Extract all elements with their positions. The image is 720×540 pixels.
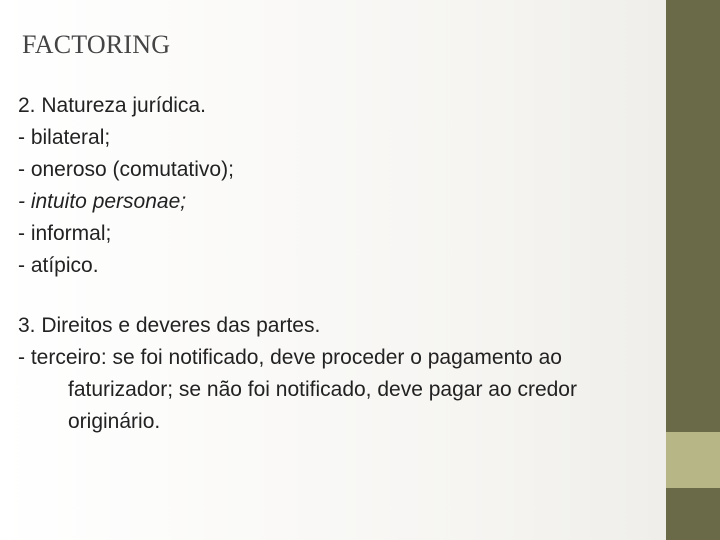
list-item-atipico: - atípico. bbox=[18, 254, 99, 277]
list-item-bilateral: - bilateral; bbox=[18, 126, 111, 149]
side-bar-accent bbox=[666, 432, 720, 488]
section-2-heading: 2. Natureza jurídica. bbox=[18, 94, 206, 117]
list-item-intuito-personae: - intuito personae; bbox=[18, 190, 187, 213]
section-3-text-line-3: originário. bbox=[68, 410, 161, 433]
list-item-informal: - informal; bbox=[18, 222, 112, 245]
slide-content bbox=[18, 90, 698, 438]
slide-title: FACTORING bbox=[22, 30, 171, 59]
section-3-text-line-1: - terceiro: se foi notificado, deve proceder o pagamento ao bbox=[18, 346, 562, 369]
section-3-heading: 3. Direitos e deveres das partes. bbox=[18, 314, 321, 337]
section-3-text-line-2: faturizador; se não foi notificado, deve pagar ao credor bbox=[68, 378, 577, 401]
list-item-oneroso: - oneroso (comutativo); bbox=[18, 158, 234, 181]
